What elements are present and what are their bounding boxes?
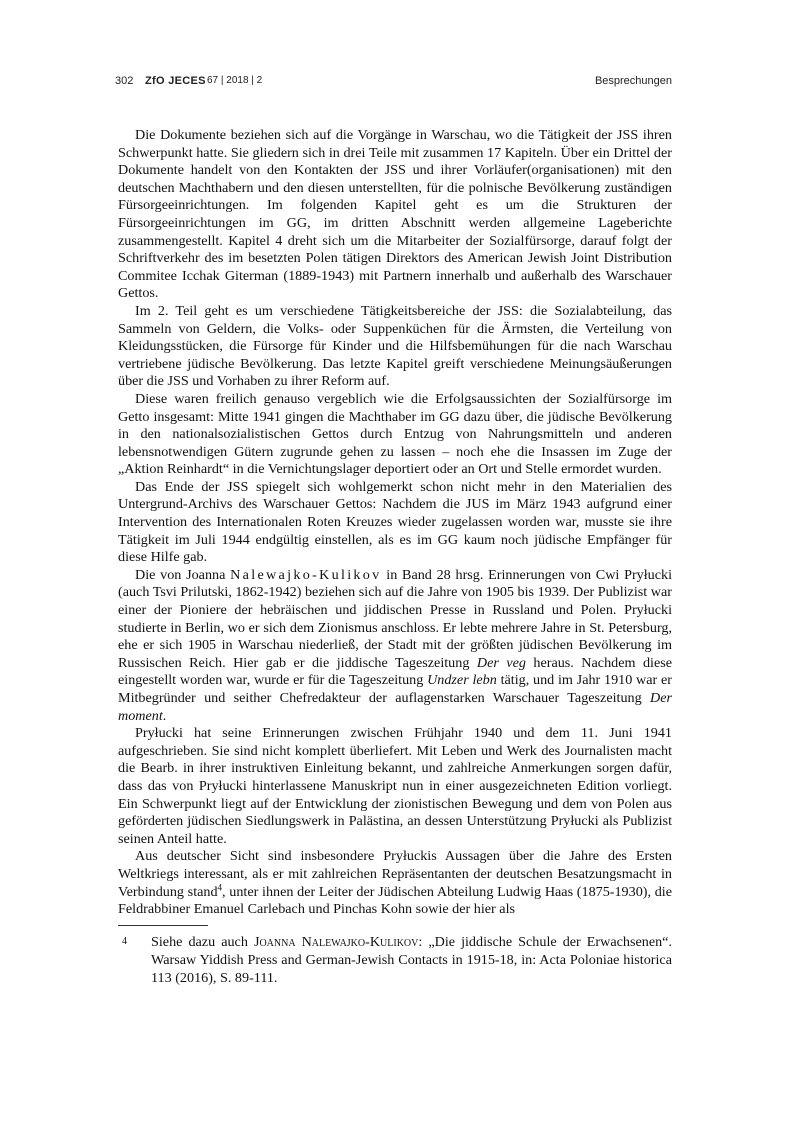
editor-name: Nalewajko-Kulikov <box>230 566 382 583</box>
text-run: : „Die jiddische Schule der Erwachsenen“. Warsaw Yiddish Press and German-Jewish Contacts in 1915-18, in: Acta Poloniae historica 113 (2016), S. 89-111. <box>151 934 672 986</box>
text-run: Aus deutscher Sicht sind insbesondere Pryłuckis Aussagen über die Jahre des Ersten Weltkriegs interessant, als er mit zahlreichen Repräsentanten der deutschen Besatzungsmacht in Verbindung stand <box>118 848 672 900</box>
paragraph: Im 2. Teil geht es um verschiedene Tätigkeitsbereiche der JSS: die Sozialabteilung, das Sammeln von Geldern, die Volks- oder Suppenküchen für die Ärmsten, die Verteilung von Kleidungsstücken, die Fürsorge für Kinder und die Hilfsbemühungen für die nach Warschau vertriebene jüdische Bevölkerung. Das letzte Kapitel greift verschiedene Meinungsäußerungen über die JSS und Vorhaben zu ihrer Reform auf. <box>118 302 672 390</box>
journal-name: ZfO JECES <box>145 75 206 87</box>
newspaper-title: Der veg <box>476 654 526 671</box>
newspaper-title: Der moment <box>118 690 672 724</box>
newspaper-title: Undzer lebn <box>427 672 497 689</box>
text-run: Siehe dazu auch <box>151 934 254 950</box>
paragraph <box>118 848 672 918</box>
paragraph: Die Dokumente beziehen sich auf die Vorgänge in Warschau, wo die Tätigkeit der JSS ihren Schwerpunkt hatte. Sie gliedern sich in drei Teile mit zusammen 17 Kapiteln. Über ein Drittel der Dokumente handelt von den Kontakten der JSS und ihrer Vorläufer(organisationen) mit den deutschen Machthabern und den diesen unterstellten, für die polnische Bevölkerung zuständigen Fürsorgeeinrichtungen. Im folgenden Kapitel geht es um die Strukturen der Fürsorgeeinrichtungen im GG, im dritten Abschnitt werden allgemeine Lageberichte zusammengestellt. Kapitel 4 dreht sich um die Mitarbeiter der Sozialfürsorge, darauf folgt der Schriftverkehr des im besetzten Polen tätigen Direktors des American Jewish Joint Distribution Commitee Icchak Giterman (1889-1943) mit Partnern innerhalb und außerhalb des Warschauer Gettos. <box>118 127 672 302</box>
text-run: . <box>162 707 167 724</box>
footnote-number: 4 <box>122 936 127 947</box>
footnote-rule <box>118 925 208 926</box>
footnote-text <box>151 933 672 987</box>
text-run: in Band 28 hrsg. Erinnerungen von Cwi Pryłucki (auch Tsvi Prilutski, 1862-1942) beziehen sich auf die Jahre von 1905 bis 1939. Der Publizist war einer der Pioniere der hebräischen und jiddischen Presse in Russland und Polen. Pryłucki studierte in Berlin, wo er sich dem Zionismus anschloss. Er lebte mehrere Jahre in St. Petersburg, ehe er sich 1905 in Warschau niederließ, der Stadt mit der größten jüdischen Bevölkerung im Russischen Reich. Hier gab er die jiddische Tageszeitung <box>118 566 673 671</box>
running-header <box>115 75 672 91</box>
article-body <box>118 127 672 919</box>
footnote-author: Joanna Nalewajko-Kulikov <box>253 934 419 950</box>
text-run: , unter ihnen der Leiter der Jüdischen Abteilung Ludwig Haas (1875-1930), die Feldrabbiner Emanuel Carlebach und Pinchas Kohn sowie der hier als <box>118 883 672 918</box>
footnote-ref[interactable]: 4 <box>217 881 223 892</box>
text-run: heraus. Nachdem diese eingestellt worden war, wurde er für die Tageszeitung <box>118 654 672 689</box>
text-run: tätig, und im Jahr 1910 war er Mitbegründer und seither Chefredakteur der auflagenstarken Warschauer Tageszeitung <box>118 672 673 706</box>
paragraph: Das Ende der JSS spiegelt sich wohlgemerkt schon nicht mehr in den Materialien des Untergrund-Archivs des Warschauer Gettos: Nachdem die JUS im März 1943 aufgrund einer Intervention des Internationalen Roten Kreuzes wieder zugelassen worden war, musste sie ihre Tätigkeit im Juli 1944 endgültig einstellen, als es im GG kaum noch jüdische Empfänger für diese Hilfe gab. <box>118 478 672 566</box>
paragraph: Pryłucki hat seine Erinnerungen zwischen Frühjahr 1940 und dem 11. Juni 1941 aufgeschrieben. Sie sind nicht komplett überliefert. Mit Leben und Werk des Journalisten macht die Bearb. in ihrer instruktiven Einleitung bekannt, und zahlreiche Anmerkungen sorgen dafür, dass das von Pryłucki hinterlassene Manuskript nun in einer ausgezeichneten Edition vorliegt. Ein Schwerpunkt liegt auf der Entwicklung der zionistischen Bewegung und dem von Polen aus geförderten jüdischen Siedlungswerk in Palästina, an dessen Unterstützung Pryłucki als Publizist seinen Anteil hatte. <box>118 725 672 847</box>
section-title: Besprechungen <box>594 75 672 87</box>
page-number: 302 <box>115 75 134 87</box>
footnote <box>118 933 672 987</box>
text-run: Die von Joanna <box>135 566 231 583</box>
paragraph <box>118 567 672 725</box>
journal-volume: 67 | 2018 | 2 <box>207 75 263 86</box>
paragraph: Diese waren freilich genauso vergeblich wie die Erfolgsaussichten der Sozialfürsorge im Getto insgesamt: Mitte 1941 gingen die Machthaber im GG dazu über, die jüdische Bevölkerung in den nationalsozialistischen Gettos durch Entzug von Nahrungsmitteln und anderen lebensnotwendigen Gütern zugrunde gehen zu lassen – noch ehe die Insassen im Zuge der „Aktion Reinhardt“ in die Vernichtungslager deportiert oder an Ort und Stelle ermordet wurden. <box>118 390 672 478</box>
